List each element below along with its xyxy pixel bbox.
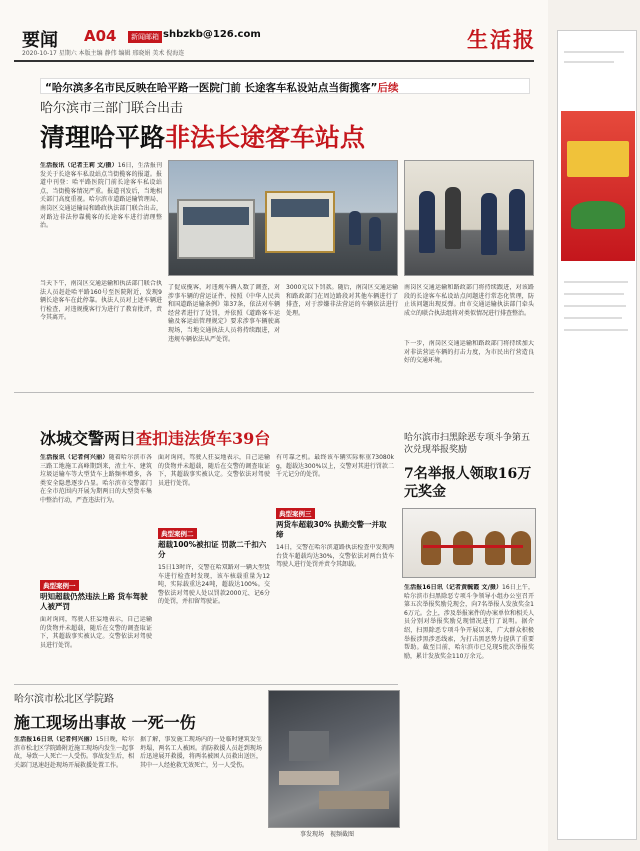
officer-figure xyxy=(349,211,361,245)
headline-part-red: 非法长途客车站点 xyxy=(165,123,366,152)
mid-headline-red: 查扣违法货车39台 xyxy=(136,429,271,448)
email-address[interactable]: shbzkb@126.com xyxy=(163,29,261,40)
lead-column-3: 了促成揽客，对违规车辆人数了调查，对涉事车辆的营运证件、按照《中华人民共和国道路运输条例》第37条，依法对车辆经营者进行了处罚，并依照《道路客车运输及客运站管理规定》要求涉事车辆驶离现场，当地交通执法人员将持续跟进，对违规车辆依法从严处罚。 xyxy=(168,284,280,343)
adjacent-page-strip xyxy=(557,30,637,840)
strip-hero-graphic xyxy=(561,111,635,261)
officer-figure xyxy=(419,191,435,253)
case-tag-3: 典型案例三 xyxy=(276,508,315,519)
award-photo xyxy=(402,508,536,578)
officer-figure xyxy=(509,189,525,251)
lead-column-1 xyxy=(40,162,162,274)
lead-column-5b: 下一步，南岗区交通运输和路政部门将持续加大对非法营运车辆的打击力度，为市民出行营造良好的交通环境。 xyxy=(404,340,534,365)
bus-2 xyxy=(265,191,335,253)
bear-mascot xyxy=(453,531,473,565)
email-tag: 新闻邮箱 xyxy=(128,31,162,43)
bear-mascot xyxy=(485,531,505,565)
mid-column-1 xyxy=(40,454,152,576)
lead-column-5: 南岗区交通运输和路政部门将持续跟进，对该路段的长途客车私设站点问题进行常态化管理，防止该问题出现反弹。由市交通运输执法部门牵头成立的联合执法组将对类似情况进行排查整治。 xyxy=(404,284,534,317)
mid-column-2b: 15日13时许，交警在哈双路对一辆大型货车进行检查时发现，该车核载重量为12吨，实际载重达24吨，超载达100%。交警依法对驾驶人处以罚款2000元、记6分的处罚，并扣留驾驶证。 xyxy=(158,564,270,606)
mid-column-3: 有可靠之机。最终该车辆实际称重73080kg，超载达300%以上，交警对其进行罚款二千元记分的处罚。 xyxy=(276,454,394,479)
accident-photo xyxy=(268,690,400,828)
lead-column-4: 3000元以下罚款。随后，南岗区交通运输和路政部门在周边路段对其他车辆进行了排查，对于涉嫌非法营运的车辆依法进行处理。 xyxy=(286,284,398,317)
officer-figure xyxy=(445,187,461,249)
case-subhead-1: 明知超载仍然违法上路 货车驾驶人被严罚 xyxy=(40,592,148,611)
mid-column-2: 面对询问，驾驶人狂妄地表示，自己运输的货物并未超载，随后在交警的调查取证下，其超载事实被认定。交警依法对驾驶员进行处罚。 xyxy=(158,454,270,487)
section-name: 要闻 xyxy=(22,30,58,51)
lead-subhead: 哈尔滨市三部门联合出击 xyxy=(40,101,184,116)
mid-headline xyxy=(40,426,270,449)
bus-photo xyxy=(168,160,398,276)
officer-figure xyxy=(481,193,497,255)
bear-mascot xyxy=(511,531,531,565)
photo-caption: 事发现场 视频截图 xyxy=(300,831,355,838)
bear-mascot xyxy=(421,531,441,565)
lead-col1-text: 16日，生活报刊发关于长途客车私设站点当街揽客的报道。报道中刊登：哈平路医院门前长途客车私设站点，当街揽客情况严重。报道刊发后，当地相关部门高度重视。哈尔滨市道路运输管理局、南岗区交通运输局和路政执法部门联合出击，对路边非法停靠揽客的长途客车进行清理整治。 xyxy=(40,162,162,230)
lower-kicker: 哈尔滨市松北区学院路 xyxy=(14,694,114,705)
mid-column-1b: 面对询问，驾驶人狂妄地表示，自己运输的货物并未超载，随后在交警的调查取证下，其超载事实被认定。交警依法对驾驶员进行处罚。 xyxy=(40,616,152,649)
side-headline: 7名举报人领取16万元奖金 xyxy=(404,466,532,500)
section-divider xyxy=(14,684,398,685)
mid-byline: 生活报讯（记者何兴丽） xyxy=(40,454,109,461)
side-byline: 生活报16日讯（记者黄毓霞 文/摄） xyxy=(404,584,503,591)
side-kicker: 哈尔滨市扫黑除恶专项斗争第五次兑现举报奖励 xyxy=(404,433,531,455)
lead-column-2: 当天下午，南岗区交通运输和执法部门联合执法人员赶赴哈平路160号至医院附近，发现9辆长途客车在此停靠。执法人员对上述车辆进行检查，对违规揽客行为进行了教育批评，责令其离开。 xyxy=(40,280,162,322)
mid-col1-text: 随着哈尔滨市各三路工地施工高峰期到来，渣土车、建筑垃圾运输车等大型货车上路频率增多，各类安全隐患逐步凸显。哈尔滨市交警部门在全市范围内开展为期两日的大型货车集中整治行动，严查违法行为。 xyxy=(40,454,152,504)
page-code: A04 xyxy=(84,27,117,45)
side-body-text: 16日上午，哈尔滨市扫黑除恶专项斗争领导小组办公室召开第五次举报奖励兑现会，向7名举报人发放奖金16万元。会上，涉及举报案件的办案单位和相关人员分别对举报奖励兑现情况进行了说明。据介绍，扫黑除恶专项斗争开展以来，广大群众积极举报涉黑涉恶线索，为打击黑恶势力提供了重要帮助。截至目前，哈尔滨市已兑现5批次举报奖励，累计发放奖金110万余元。 xyxy=(404,584,534,660)
red-ribbon xyxy=(423,545,523,548)
section-divider xyxy=(14,392,534,393)
case-tag-2: 典型案例二 xyxy=(158,528,197,539)
mid-headline-black: 冰城交警两日 xyxy=(40,429,137,448)
lower-headline: 施工现场出事故 一死一伤 xyxy=(14,713,196,732)
mid-column-3b: 14日，交警在哈尔滨道路执法检查中发现两台货车超载均达30%，交警依法对两台货车驾驶人进行处罚并责令其卸载。 xyxy=(276,544,394,569)
kicker-follow: 后续 xyxy=(377,82,399,94)
newspaper-brand: 生活报 xyxy=(467,27,536,52)
case-tag-1: 典型案例一 xyxy=(40,580,79,591)
bus-1 xyxy=(177,199,255,259)
case-subhead-2: 超载100%被扣证 罚款二千扣六分 xyxy=(158,540,267,559)
lower-body-text: 15日晚，哈尔滨市松北区学院路附近施工现场内发生一起事故，导致一人死亡一人受伤。事故发生后，相关部门迅速赶赴现场开展救援处置工作。 xyxy=(14,736,134,769)
lead-kicker xyxy=(40,78,530,94)
dateline: 2020-10-17 星期六 本版主编 静伟 编辑 邢晓娟 美术 倪海连 xyxy=(22,50,185,57)
lead-byline: 生活报讯（记者王莉 文/摄） xyxy=(40,162,118,169)
officers-photo xyxy=(404,160,534,276)
lower-column-1 xyxy=(14,736,134,844)
side-body xyxy=(404,584,534,834)
headline-part-black: 清理哈平路 xyxy=(40,123,166,152)
top-rule xyxy=(14,60,534,62)
case-subhead-3: 两货车超载30% 执勤交警一并取缔 xyxy=(276,520,387,539)
officer-figure xyxy=(369,217,381,251)
lower-byline: 生活报16日讯（记者何兴丽） xyxy=(14,736,96,743)
lead-headline xyxy=(40,118,460,150)
lower-column-2: 据了解，事发施工现场内的一处临时建筑发生坍塌，两名工人被困。消防救援人员赶到现场后迅速展开救援，将两名被困人员救出送医，其中一人经抢救无效死亡，另一人受伤。 xyxy=(140,736,262,769)
kicker-main: “哈尔滨多名市民反映在哈平路一医院门前 长途客车私设站点当街揽客” xyxy=(45,82,378,94)
masthead xyxy=(8,22,542,58)
